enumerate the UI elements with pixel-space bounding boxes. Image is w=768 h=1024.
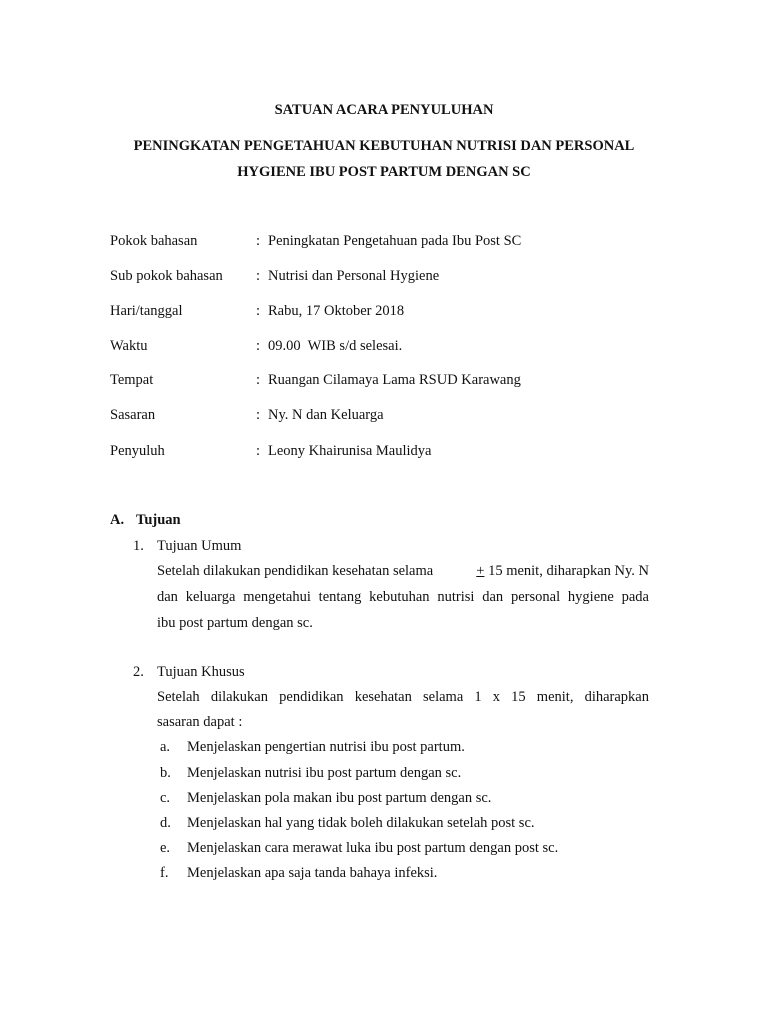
tujuan-umum-line-1 (157, 563, 649, 580)
tujuan-khusus-line-1: Setelah dilakukan pendidikan kesehatan selama 1 x 15 menit, diharapkan (157, 689, 649, 705)
info-label: Penyuluh (110, 443, 165, 459)
info-row (110, 303, 404, 320)
info-label: Tempat (110, 372, 154, 388)
info-colon: : (256, 407, 261, 423)
list-item-marker: a. (160, 739, 171, 755)
list-item: Menjelaskan cara merawat luka ibu post partum dengan post sc. (187, 840, 559, 856)
info-row (110, 372, 521, 389)
list-item-marker: e. (160, 840, 171, 856)
section-a-heading: Tujuan (136, 512, 181, 528)
info-colon: : (256, 268, 261, 284)
list-item: Menjelaskan pola makan ibu post partum dengan sc. (187, 790, 492, 806)
tujuan-umum-text-b: 15 menit, diharapkan Ny. N (488, 563, 649, 579)
info-colon: : (256, 233, 261, 249)
list-item-marker: f. (160, 865, 169, 881)
info-row (110, 338, 402, 355)
subtitle-line-1: PENINGKATAN PENGETAHUAN KEBUTUHAN NUTRISI DAN PERSONAL (133, 138, 635, 154)
info-label: Hari/tanggal (110, 303, 183, 319)
document-title: SATUAN ACARA PENYULUHAN (274, 102, 494, 118)
list-item: Menjelaskan pengertian nutrisi ibu post partum. (187, 739, 465, 755)
plus-minus-symbol: + (476, 563, 485, 579)
info-value: Ruangan Cilamaya Lama RSUD Karawang (268, 372, 521, 388)
info-colon: : (256, 338, 261, 354)
info-row (110, 268, 439, 285)
info-label: Pokok bahasan (110, 233, 198, 249)
info-colon: : (256, 303, 261, 319)
list-item-marker: b. (160, 765, 171, 781)
list-item: Menjelaskan hal yang tidak boleh dilakukan setelah post sc. (187, 815, 535, 831)
info-row (110, 233, 521, 250)
info-label: Sub pokok bahasan (110, 268, 223, 284)
info-value: Rabu, 17 Oktober 2018 (268, 303, 405, 319)
tujuan-umum-line-3: ibu post partum dengan sc. (157, 615, 313, 631)
subtitle-line-2: HYGIENE IBU POST PARTUM DENGAN SC (237, 164, 531, 180)
info-row (110, 407, 384, 424)
tujuan-umum-number: 1. (133, 538, 144, 554)
info-value: Leony Khairunisa Maulidya (268, 443, 432, 459)
info-value: Peningkatan Pengetahuan pada Ibu Post SC (268, 233, 522, 249)
list-item: Menjelaskan nutrisi ibu post partum dengan sc. (187, 765, 462, 781)
info-value: 09.00 WIB s/d selesai. (268, 338, 403, 354)
list-item: Menjelaskan apa saja tanda bahaya infeksi. (187, 865, 438, 881)
tujuan-umum-text-a: Setelah dilakukan pendidikan kesehatan selama (157, 563, 434, 579)
section-a-marker: A. (110, 512, 125, 528)
tujuan-khusus-number: 2. (133, 664, 144, 680)
list-item-marker: d. (160, 815, 171, 831)
tujuan-khusus-heading: Tujuan Khusus (157, 664, 245, 680)
info-value: Nutrisi dan Personal Hygiene (268, 268, 440, 284)
tujuan-umum-text-b-group (476, 563, 649, 580)
info-label: Waktu (110, 338, 148, 354)
tujuan-khusus-line-2: sasaran dapat : (157, 714, 243, 730)
info-colon: : (256, 372, 261, 388)
info-colon: : (256, 443, 261, 459)
list-item-marker: c. (160, 790, 171, 806)
info-value: Ny. N dan Keluarga (268, 407, 384, 423)
tujuan-umum-line-2: dan keluarga mengetahui tentang kebutuhan nutrisi dan personal hygiene pada (157, 589, 649, 605)
info-row (110, 443, 432, 460)
info-label: Sasaran (110, 407, 156, 423)
tujuan-umum-heading: Tujuan Umum (157, 538, 242, 554)
